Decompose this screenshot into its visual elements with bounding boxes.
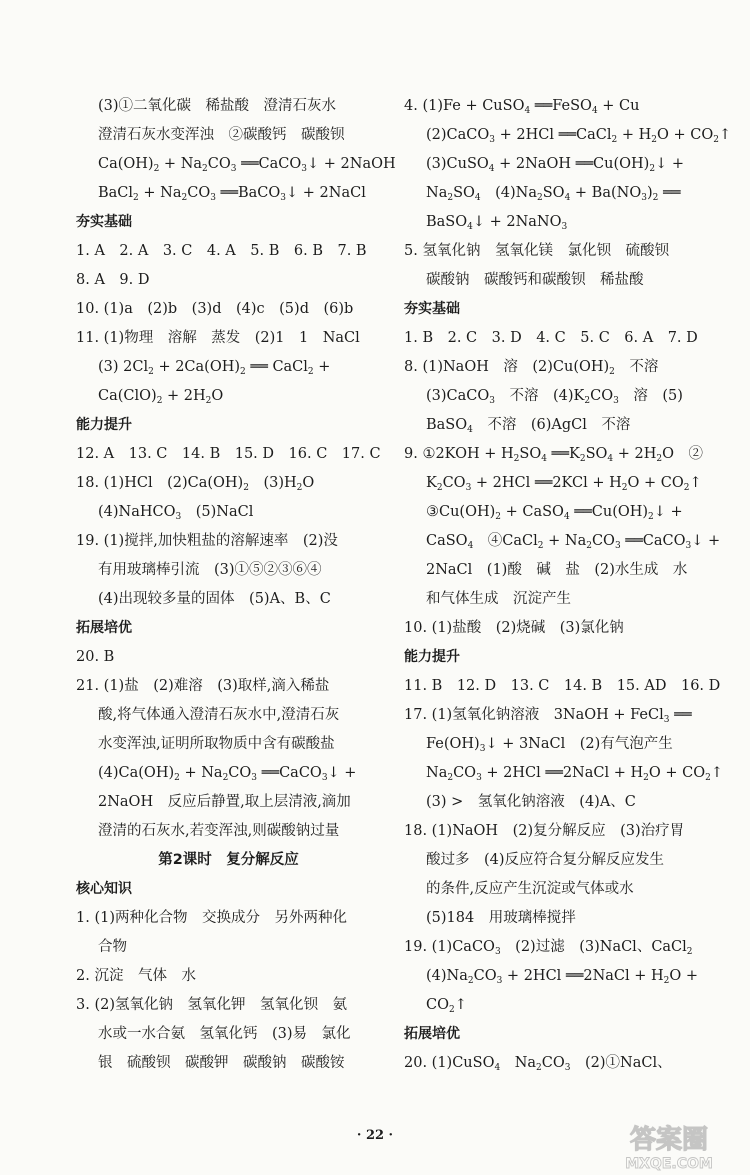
answer-line: 10. (1)盐酸 (2)烧碱 (3)氯化钠 bbox=[404, 620, 624, 636]
answer-line: 1. (1)两种化合物 交换成分 另外两种化 bbox=[76, 910, 347, 926]
answer-line: (3) $2Cl_2 + 2Ca(OH)_2$ ══ CaCl$_2$ + bbox=[98, 359, 331, 377]
answer-line: 8. A 9. D bbox=[76, 272, 150, 288]
section-heading: 能力提升 bbox=[76, 417, 132, 433]
answer-line: 11. (1)物理 溶解 蒸发 (2)1 1 NaCl bbox=[76, 330, 360, 346]
answer-line: (3)CuSO$_4$ + 2NaOH $══Cu(OH)_2↓$ + bbox=[426, 156, 684, 174]
answer-line: 银 硫酸钡 碳酸钾 碳酸钠 碳酸铵 bbox=[98, 1055, 345, 1071]
watermark-logo bbox=[606, 1118, 732, 1172]
section-heading: 能力提升 bbox=[404, 649, 460, 665]
answer-line: 20. B bbox=[76, 649, 115, 665]
answer-line: 18. (1)HCl $(2)Ca(OH)_2$ $(3)H_2O$ bbox=[76, 475, 315, 493]
answer-line: $Fe(OH)_3↓$ + 3NaCl (2)有气泡产生 bbox=[426, 736, 673, 754]
section-heading: 拓展培优 bbox=[76, 620, 132, 636]
answer-line: $(4)Na_2CO_3 + 2HCl$ ══2NaCl + $H_2O$ + bbox=[426, 968, 699, 986]
answer-line: $Na_2CO_3 + 2HCl$ ══2NaCl + $H_2O$ + $CO_2↑$ bbox=[426, 765, 724, 783]
answer-line: $Ca(ClO)_2 + 2H_2O$ bbox=[98, 388, 224, 406]
answer-line: BaSO$_4$ 不溶 (6)AgCl 不溶 bbox=[426, 417, 631, 435]
answer-line: (4)出现较多量的固体 (5)A、B、C bbox=[98, 591, 331, 607]
answer-line: $③Cu(OH)_2$ + CaSO$_4$ $══Cu(OH)_2↓$ + bbox=[426, 504, 683, 522]
answer-line: 的条件,反应产生沉淀或气体或水 bbox=[426, 881, 634, 897]
answer-line: BaSO$_4$↓ + 2NaNO$_3$ bbox=[426, 214, 568, 232]
answer-line: BaCl$_2$ + $Na_2CO_3$ ══BaCO$_3$↓ + 2NaCl bbox=[98, 185, 366, 203]
page-number: · 22 · bbox=[356, 1128, 394, 1143]
answer-line: 4. (1)Fe + CuSO$_4$ ══FeSO$_4$ + Cu bbox=[404, 98, 640, 116]
answer-line: 水变浑浊,证明所取物质中含有碳酸盐 bbox=[98, 736, 335, 752]
answer-line: 2NaOH 反应后静置,取上层清液,滴加 bbox=[98, 794, 351, 810]
watermark-subtext: MXQE.COM bbox=[625, 1156, 713, 1172]
answer-line: 21. (1)盐 (2)难溶 (3)取样,滴入稀盐 bbox=[76, 678, 330, 694]
answer-line: 17. (1)氢氧化钠溶液 3NaOH + FeCl$_3$ ══ bbox=[404, 707, 692, 725]
answer-line: 2. 沉淀 气体 水 bbox=[76, 968, 196, 984]
answer-line: 1. A 2. A 3. C 4. A 5. B 6. B 7. B bbox=[76, 243, 367, 259]
answer-line: 和气体生成 沉淀产生 bbox=[426, 591, 571, 607]
answer-line: $Ca(OH)_2 + Na_2CO_3$ ══CaCO$_3$↓ + 2NaOH bbox=[98, 156, 396, 174]
answer-line: 1. B 2. C 3. D 4. C 5. C 6. A 7. D bbox=[404, 330, 698, 346]
section-heading: 第2课时 复分解反应 bbox=[158, 852, 299, 868]
answer-line: (3)CaCO$_3$ 不溶 $(4)K_2CO_3$ 溶 (5) bbox=[426, 388, 683, 406]
answer-line: 9. ①2KOH + $H_2SO_4$ $══K_2SO_4 + 2H_2O$ ② bbox=[404, 446, 704, 464]
answer-line: 酸过多 (4)反应符合复分解反应发生 bbox=[426, 852, 665, 868]
answer-line: (5)184 用玻璃棒搅拌 bbox=[426, 910, 576, 926]
answer-line: 8. (1)NaOH 溶 $(2)Cu(OH)_2$ 不溶 bbox=[404, 359, 659, 377]
answer-line: 3. (2)氢氧化钠 氢氧化钾 氢氧化钡 氨 bbox=[76, 997, 347, 1013]
section-heading: 夯实基础 bbox=[404, 301, 460, 317]
answer-line: 19. (1)搅拌,加快粗盐的溶解速率 (2)没 bbox=[76, 533, 338, 549]
answer-line: 12. A 13. C 14. B 15. D 16. C 17. C bbox=[76, 446, 381, 462]
answer-line: $K_2CO_3 + 2HCl$ ══2KCl + $H_2O$ + $CO_2↑$ bbox=[426, 475, 702, 493]
answer-line: 18. (1)NaOH (2)复分解反应 (3)治疗胃 bbox=[404, 823, 685, 839]
answer-line: 澄清石灰水变浑浊 ②碳酸钙 碳酸钡 bbox=[98, 127, 345, 143]
section-heading: 核心知识 bbox=[76, 881, 132, 897]
answer-line: 合物 bbox=[98, 939, 127, 955]
answer-line: 水或一水合氨 氢氧化钙 (3)易 氯化 bbox=[98, 1026, 351, 1042]
answer-line: 澄清的石灰水,若变浑浊,则碳酸钠过量 bbox=[98, 823, 340, 839]
answer-line: 碳酸钠 碳酸钙和碳酸钡 稀盐酸 bbox=[426, 272, 644, 288]
section-heading: 拓展培优 bbox=[404, 1026, 460, 1042]
answer-line: CaSO$_4$ ④CaCl$_2$ + $Na_2CO_3$ ══CaCO$_3$↓ + bbox=[426, 533, 721, 551]
answer-line: 有用玻璃棒引流 (3)①⑤②③⑥④ bbox=[98, 562, 322, 578]
answer-line: (3) > 氢氧化钠溶液 (4)A、C bbox=[426, 794, 636, 810]
answer-line: $CO_2↑$ bbox=[426, 997, 467, 1015]
answer-line: (2)CaCO$_3$ + 2HCl ══CaCl$_2$ + $H_2O$ + $CO_2↑$ bbox=[426, 127, 732, 145]
answer-line: 2NaCl (1)酸 碱 盐 (2)水生成 水 bbox=[426, 562, 688, 578]
answer-line: 酸,将气体通入澄清石灰水中,澄清石灰 bbox=[98, 707, 340, 723]
answer-line: (4)NaHCO$_3$ (5)NaCl bbox=[98, 504, 254, 522]
answer-line: 10. (1)a (2)b (3)d (4)c (5)d (6)b bbox=[76, 301, 354, 317]
answer-line: 19. (1)CaCO$_3$ (2)过滤 (3)NaCl、CaCl$_2$ bbox=[404, 939, 693, 957]
answer-line: $Na_2SO_4$ $(4)Na_2SO_4 + Ba(NO_3)_2$ ══ bbox=[426, 185, 681, 203]
answer-line: 5. 氢氧化钠 氢氧化镁 氯化钡 硫酸钡 bbox=[404, 243, 669, 259]
answer-line: $(4)Ca(OH)_2 + Na_2CO_3$ ══CaCO$_3$↓ + bbox=[98, 765, 357, 783]
answer-line: 20. (1)CuSO$_4$ $Na_2CO_3$ (2)①NaCl、 bbox=[404, 1055, 672, 1073]
section-heading: 夯实基础 bbox=[76, 214, 132, 230]
answer-line: 11. B 12. D 13. C 14. B 15. AD 16. D bbox=[404, 678, 721, 694]
answer-line: (3)①二氧化碳 稀盐酸 澄清石灰水 bbox=[98, 98, 337, 114]
watermark-text: 答案圈 bbox=[629, 1125, 709, 1155]
